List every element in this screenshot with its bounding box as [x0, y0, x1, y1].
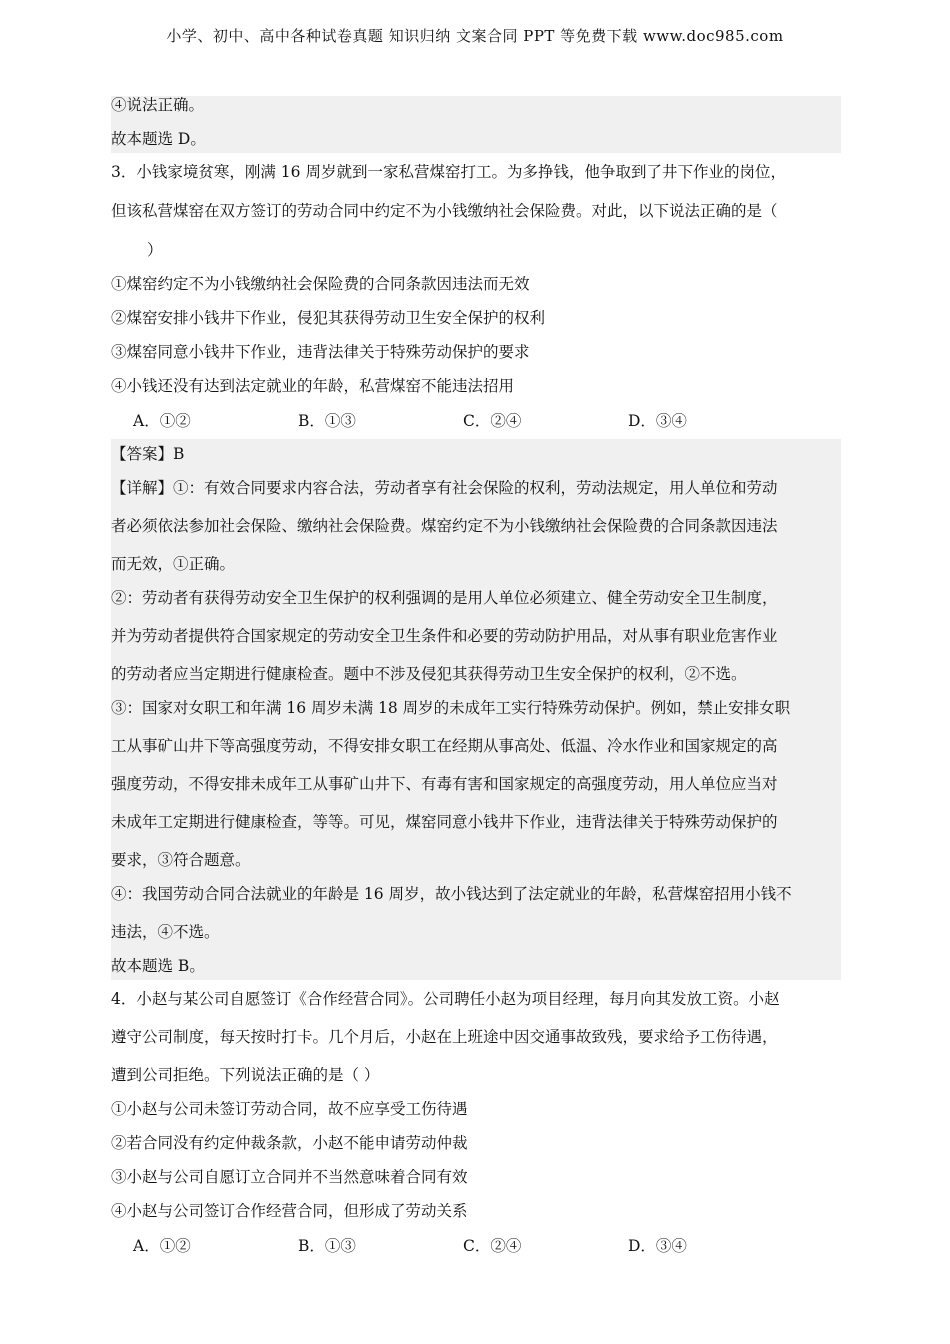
q3-detail-14: 故本题选 B。: [111, 956, 205, 975]
q3-item-4: ④小钱还没有达到法定就业的年龄，私营煤窑不能违法招用: [111, 376, 515, 395]
q4-item-4: ④小赵与公司签订合作经营合同，但形成了劳动关系: [111, 1201, 468, 1220]
prev-line-2: 故本题选 D。: [111, 129, 206, 148]
q4-option-b: B．①③: [298, 1237, 356, 1256]
q3-detail-6: 的劳动者应当定期进行健康检查。题中不涉及侵犯其获得劳动卫生安全保护的权利，②不选。: [111, 664, 747, 683]
q3-detail-11: 要求，③符合题意。: [111, 850, 251, 869]
q4-option-d: D．③④: [628, 1237, 687, 1256]
q3-option-c: C．②④: [463, 412, 522, 431]
q4-item-3: ③小赵与公司自愿订立合同并不当然意味着合同有效: [111, 1167, 468, 1186]
q3-item-2: ②煤窑安排小钱井下作业，侵犯其获得劳动卫生安全保护的权利: [111, 308, 546, 327]
document-body: [111, 96, 841, 1262]
q3-detail-1: 【详解】①：有效合同要求内容合法，劳动者享有社会保险的权利，劳动法规定，用人单位和劳动: [111, 478, 778, 497]
q4-item-1: ①小赵与公司未签订劳动合同，故不应享受工伤待遇: [111, 1099, 468, 1118]
q3-option-d: D．③④: [628, 412, 687, 431]
q3-stem-line-3: ）: [147, 240, 163, 259]
q4-stem-line-2: 遵守公司制度，每天按时打卡。几个月后，小赵在上班途中因交通事故致残，要求给予工伤待遇，: [111, 1027, 778, 1046]
q3-detail-8: 工从事矿山井下等高强度劳动，不得安排女职工在经期从事高处、低温、冷水作业和国家规定的高: [111, 736, 778, 755]
q3-option-b: B．①③: [298, 412, 356, 431]
q3-detail-13: 违法，④不选。: [111, 922, 220, 941]
q3-solution-block: [111, 439, 841, 980]
q3-detail-9: 强度劳动，不得安排未成年工从事矿山井下、有毒有害和国家规定的高强度劳动，用人单位应当对: [111, 774, 778, 793]
q4-options: [111, 1229, 841, 1262]
q3-detail-2: 者必须依法参加社会保险、缴纳社会保险费。煤窑约定不为小钱缴纳社会保险费的合同条款因违法: [111, 516, 778, 535]
q3-answer: 【答案】B: [111, 444, 185, 463]
q4-stem-line-1: 4．小赵与某公司自愿签订《合作经营合同》。公司聘任小赵为项目经理，每月向其发放工资。小赵: [111, 989, 780, 1008]
q3-detail-10: 未成年工定期进行健康检查，等等。可见，煤窑同意小钱井下作业，违背法律关于特殊劳动保护的: [111, 812, 778, 831]
q3-detail-3: 而无效，①正确。: [111, 554, 236, 573]
q3-option-a: A．①②: [133, 412, 191, 431]
q3-detail-7: ③：国家对女职工和年满 16 周岁未满 18 周岁的未成年工实行特殊劳动保护。例如，禁止安排女职: [111, 698, 791, 717]
question-3: [111, 163, 841, 980]
q3-detail-12: ④：我国劳动合同合法就业的年龄是 16 周岁，故小钱达到了法定就业的年龄，私营煤窑招用小钱不: [111, 884, 792, 903]
q3-item-1: ①煤窑约定不为小钱缴纳社会保险费的合同条款因违法而无效: [111, 274, 530, 293]
q4-stem-line-3: 遭到公司拒绝。下列说法正确的是（ ）: [111, 1065, 380, 1084]
q3-detail-5: 并为劳动者提供符合国家规定的劳动安全卫生条件和必要的劳动防护用品，对从事有职业危害作业: [111, 626, 778, 645]
prev-line-1: ④说法正确。: [111, 96, 205, 114]
q3-detail-4: ②：劳动者有获得劳动安全卫生保护的权利强调的是用人单位必须建立、健全劳动安全卫生制度，: [111, 588, 778, 607]
q3-stem-line-1: 3．小钱家境贫寒，刚满 16 周岁就到一家私营煤窑打工。为多挣钱，他争取到了井下作业的岗位，: [111, 162, 786, 181]
q4-option-c: C．②④: [463, 1237, 522, 1256]
page-header: 小学、初中、高中各种试卷真题 知识归纳 文案合同 PPT 等免费下载 www.doc985.com: [166, 27, 784, 45]
q3-options: [111, 404, 841, 437]
q3-stem-line-2: 但该私营煤窑在双方签订的劳动合同中约定不为小钱缴纳社会保险费。对此，以下说法正确的是（: [111, 201, 778, 220]
prev-solution-block: [111, 96, 841, 153]
question-4: [111, 990, 841, 1262]
q3-item-3: ③煤窑同意小钱井下作业，违背法律关于特殊劳动保护的要求: [111, 342, 530, 361]
q4-item-2: ②若合同没有约定仲裁条款，小赵不能申请劳动仲裁: [111, 1133, 468, 1152]
q4-option-a: A．①②: [133, 1237, 191, 1256]
